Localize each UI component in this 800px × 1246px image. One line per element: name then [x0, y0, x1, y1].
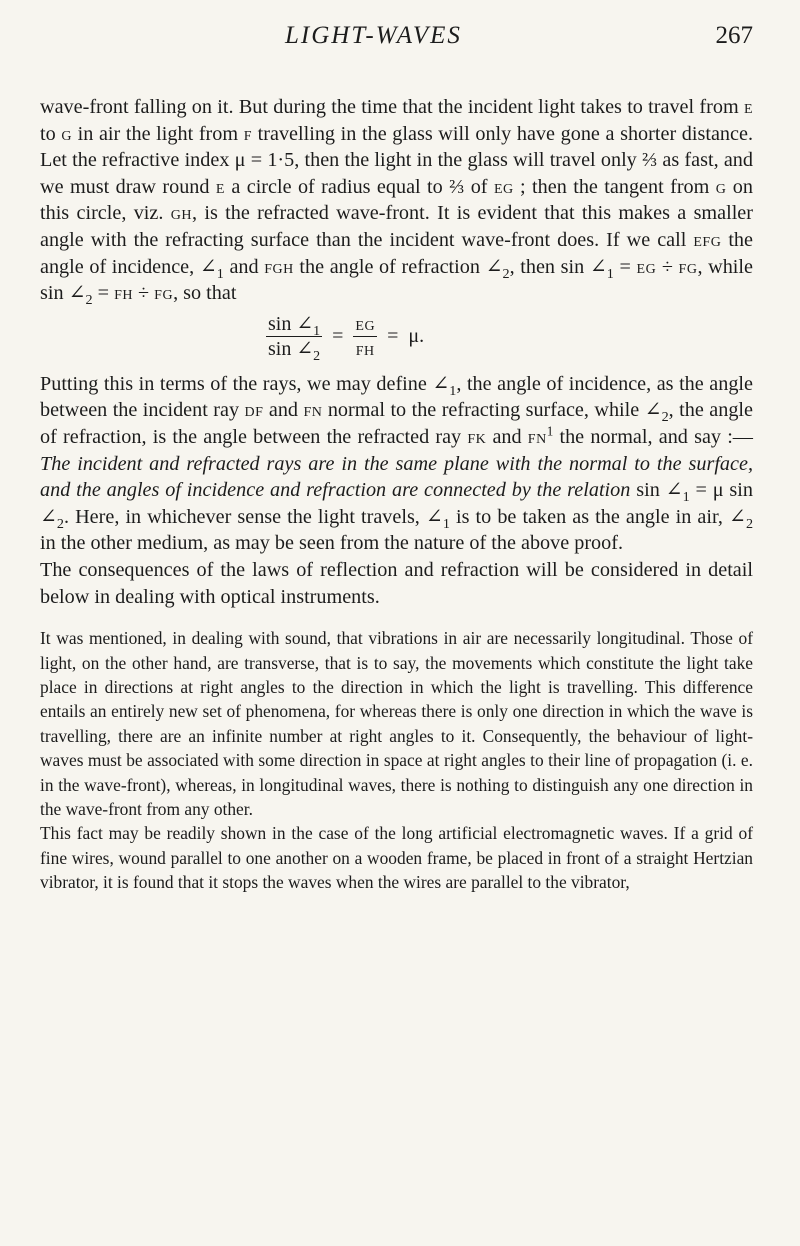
- snell-ratio-formula: $\frac{\sin \angle_1}{\sin \angle_2}$ = $\frac{eg}{fh}$ = μ.: [268, 313, 425, 365]
- paragraph-electromagnetic-waves: This fact may be readily shown in the case of the long artificial electromagnetic waves. If a grid of fine wires, wound parallel to one another on a wooden frame, be placed in front of a straight Hertzian vibrator, it is found that it stops the waves when the wires are parallel to the vibrator,: [40, 823, 753, 893]
- paragraph-refraction-construction: wave-front falling on it. But during the time that the incident light takes to travel from e to g in air the light from f travelling in the glass will only have gone a shorter distance. Let the refractive index μ = 1·5, then the light in the glass will travel only ⅔ as fast, and we must draw round e a circle of radius equal to ⅔ of eg ; then the tangent from g on this circle, viz. gh, is the refracted wave-front. It is evident that this makes a smaller angle with the refracting surface than the incident wave-front does. If we call efg the angle of incidence, $\angle_1$ and fgh the angle of refraction $\angle_2$, then $\sin \angle_1$ = eg ÷ fg, while $\sin \angle_2$ = fh ÷ fg, so that: [40, 96, 753, 309]
- paragraph-law-of-refraction: Putting this in terms of the rays, we may define $\angle_1$, the angle of incidence, as the angle between the incident ray df and fn normal to the refracting surface, while $\angle_2$, the angle of refraction, is the angle between the refracted ray fk and $fn^1$ the normal, and say :—The incident and refracted rays are in the same plane with the normal to the surface, and the angles of incidence and refraction are connected by the relation $\sin \angle_1 = \mu$ $\sin \angle_2$. Here, in whichever sense the light travels, $\angle_1$ is to be taken as the angle in air, $\angle_2$ in the other medium, as may be seen from the nature of the above proof.: [40, 372, 754, 555]
- small-print-section: [40, 626, 753, 894]
- page-header: [0, 16, 800, 66]
- paragraph-transverse-waves: It was mentioned, in dealing with sound, that vibrations in air are necessarily longitudinal. Those of light, on the other hand, are transverse, that is to say, the movements which constitute the light take place in directions at right angles to the direction in which the light is travelling. This difference entails an entirely new set of phenomena, for whereas there is only one direction in which the wave is travelling, there are an infinite number at right angles to it. Consequently, the behaviour of light-waves must be associated with some direction in space at right angles to their line of propagation (i. e. in the wave-front), whereas, in longitudinal waves, there is nothing to distinguish any one direction in the wave-front from any other.: [40, 628, 753, 819]
- paragraph-consequences: The consequences of the laws of reflection and refraction will be considered in detail below in dealing with optical instruments.: [40, 558, 753, 608]
- law-statement: The incident and refracted rays are in the same plane with the normal to the surface, and the angles of incidence and refraction are connected by the relation: [40, 452, 753, 502]
- refractive-index-symbol: μ.: [408, 325, 425, 348]
- length-ratio-fraction: $\frac{eg}{fh}$: [355, 313, 376, 361]
- page-number: 267: [715, 22, 753, 49]
- sine-ratio-fraction: $\frac{\sin \angle_1}{\sin \angle_2}$: [268, 313, 321, 365]
- body-text: [40, 94, 753, 895]
- running-title: LIGHT-WAVES: [285, 22, 462, 49]
